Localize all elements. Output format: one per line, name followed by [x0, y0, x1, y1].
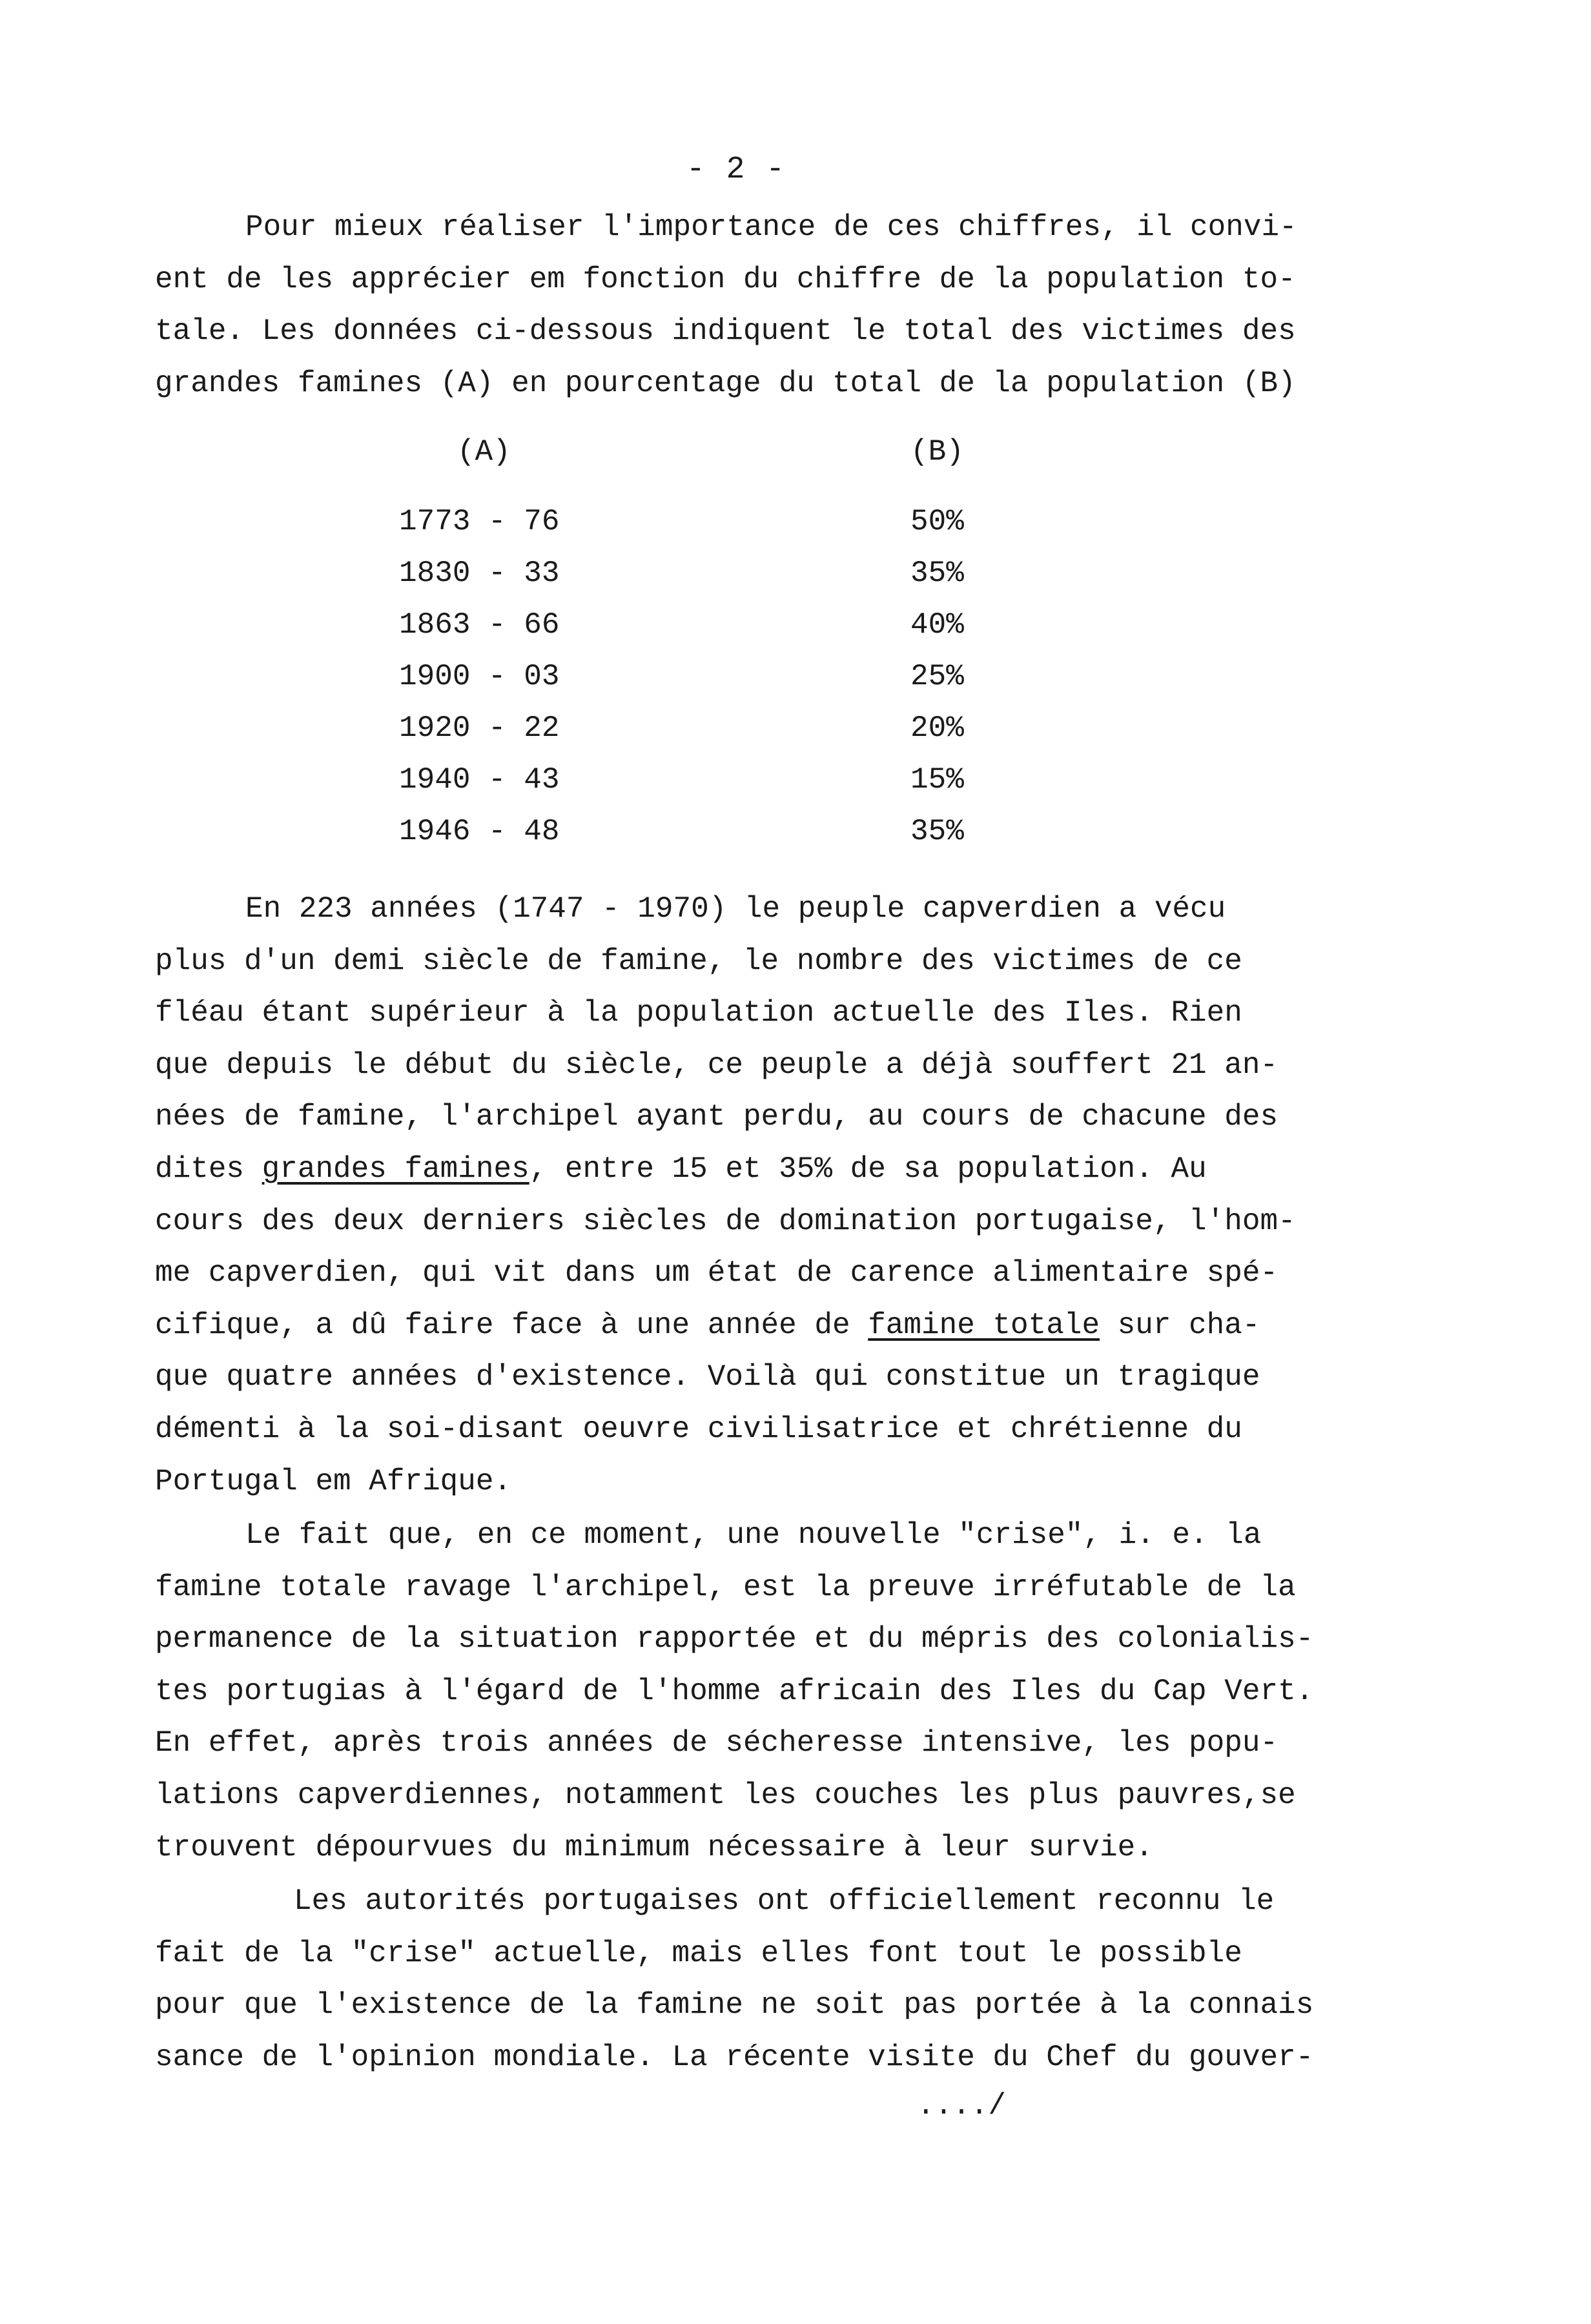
table-row-years: 1773 - 76 [399, 505, 560, 538]
table-row-years: 1863 - 66 [399, 608, 560, 642]
intro-paragraph [155, 201, 1382, 409]
paragraph-line: Le fait que, en ce moment, une nouvelle "crise", i. e. la [245, 1518, 1262, 1552]
paragraph-line: plus d'un demi siècle de famine, le nombre des victimes de ce [155, 944, 1242, 978]
paragraph-line: Les autorités portugaises ont officiellement reconnu le [294, 1884, 1275, 1918]
paragraph-line: démenti à la soi-disant oeuvre civilisatrice et chrétienne du [155, 1412, 1242, 1446]
intro-line: ent de les apprécier em fonction du chiffre de la population to- [155, 262, 1296, 296]
table-row-percent: 35% [910, 556, 964, 590]
underlined-text: famine totale [868, 1308, 1100, 1342]
paragraph-line: permanence de la situation rapportée et du mépris des colonialis- [155, 1622, 1314, 1656]
intro-line: grandes famines (A) en pourcentage du total de la population (B) [155, 366, 1296, 400]
paragraph-line: sance de l'opinion mondiale. La récente visite du Chef du gouver- [155, 2040, 1314, 2074]
table-row-years: 1920 - 22 [399, 711, 560, 745]
paragraph-line [155, 1300, 1382, 1352]
table-row-years: 1940 - 43 [399, 763, 560, 797]
paragraph-line: nées de famine, l'archipel ayant perdu, au cours de chacune des [155, 1100, 1278, 1134]
table-row-percent: 50% [910, 505, 964, 538]
paragraph-line: que quatre années d'existence. Voilà qui constitue un tragique [155, 1360, 1260, 1394]
paragraph-3 [155, 1509, 1382, 1873]
text-run: dites [155, 1152, 262, 1186]
paragraph-line: En 223 années (1747 - 1970) le peuple capverdien a vécu [245, 892, 1226, 926]
intro-line: Pour mieux réaliser l'importance de ces chiffres, il convi- [245, 210, 1297, 244]
paragraph-line: fléau étant supérieur à la population actuelle des Iles. Rien [155, 996, 1242, 1030]
text-run: cifique, a dû faire face à une année de [155, 1308, 868, 1342]
table-row-percent: 35% [910, 815, 964, 848]
paragraph-line: pour que l'existence de la famine ne soit pas portée à la connais [155, 1988, 1314, 2023]
paragraph-line: cours des deux derniers siècles de domination portugaise, l'hom- [155, 1204, 1296, 1238]
intro-line: tale. Les données ci-dessous indiquent le total des victimes des [155, 314, 1296, 349]
paragraph-line: que depuis le début du siècle, ce peuple a déjà souffert 21 an- [155, 1048, 1278, 1082]
text-run: sur cha- [1100, 1308, 1260, 1342]
table-row-years: 1946 - 48 [399, 815, 560, 848]
underlined-text: grandes famines [262, 1152, 529, 1186]
paragraph-line: trouvent dépourvues du minimum nécessaire à leur survie. [155, 1830, 1153, 1864]
paragraph-line: lations capverdiennes, notamment les couches les plus pauvres,se [155, 1778, 1296, 1812]
paragraph-4 [155, 1875, 1382, 2083]
paragraph-2 [155, 883, 1382, 1507]
table-row-percent: 15% [910, 763, 964, 797]
table-row-percent: 40% [910, 608, 964, 642]
paragraph-line: famine totale ravage l'archipel, est la preuve irréfutable de la [155, 1570, 1296, 1604]
paragraph-line: En effet, après trois années de sécheresse intensive, les popu- [155, 1726, 1278, 1760]
table-row-years: 1900 - 03 [399, 660, 560, 693]
paragraph-line: fait de la "crise" actuelle, mais elles font tout le possible [155, 1936, 1242, 1970]
continuation-mark: ..../ [917, 2089, 1007, 2123]
paragraph-line: me capverdien, qui vit dans um état de carence alimentaire spé- [155, 1256, 1278, 1290]
table-row-years: 1830 - 33 [399, 556, 560, 590]
text-run: , entre 15 et 35% de sa population. Au [529, 1152, 1207, 1186]
table-row-percent: 25% [910, 660, 964, 693]
page-number: - 2 - [686, 152, 786, 187]
table-header-b: (B) [910, 435, 964, 469]
table-row-percent: 20% [910, 711, 964, 745]
paragraph-line: Portugal em Afrique. [155, 1464, 512, 1498]
paragraph-line: tes portugias à l'égard de l'homme africain des Iles du Cap Vert. [155, 1674, 1314, 1708]
paragraph-line [155, 1143, 1382, 1196]
table-header-a: (A) [457, 435, 511, 469]
